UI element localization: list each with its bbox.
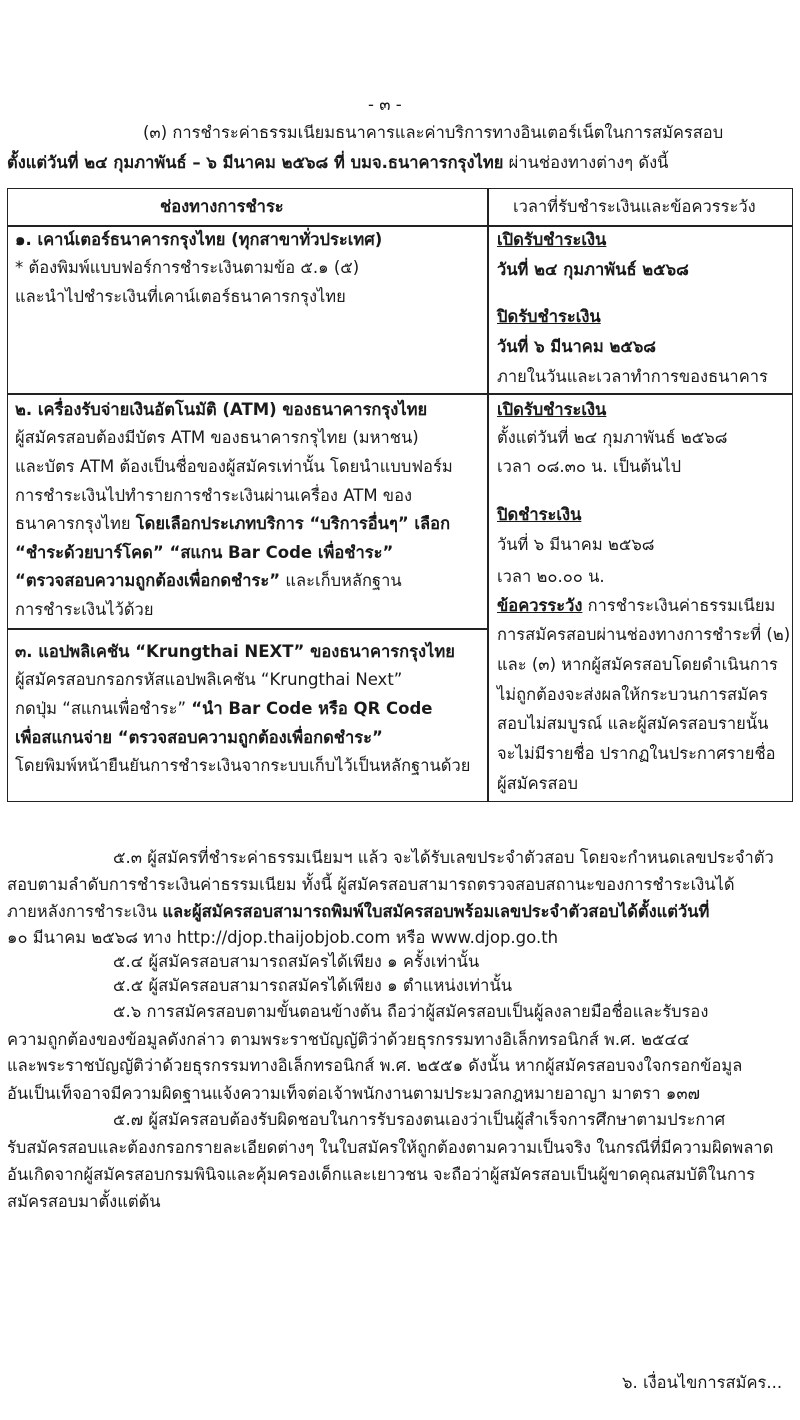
text-segment: ๑. เคาน์เตอร์ธนาคารกรุงไทย (ทุกสาขาทั่วประเทศ) xyxy=(15,230,383,249)
row1-right-line xyxy=(497,259,689,281)
row3-left-line xyxy=(15,755,470,777)
body-paragraph-line xyxy=(7,1137,773,1159)
row23-right-line xyxy=(497,743,776,765)
row1-right-line xyxy=(497,366,768,388)
row23-right-line xyxy=(497,427,727,449)
row23-right-line xyxy=(497,713,768,735)
table-divider xyxy=(7,628,487,630)
text-segment: อันเป็นเท็จอาจมีความผิดฐานแจ้งความเท็จต่อเจ้าพนักงานตามประมวลกฎหมายอาญา มาตรา ๑๓๗ xyxy=(7,1084,701,1103)
text-segment: และผู้สมัครสอบสามารถพิมพ์ใบสมัครสอบพร้อมเลขประจำตัวสอบได้ตั้งแต่วันที่ xyxy=(162,902,710,921)
text-segment: และเก็บหลักฐาน xyxy=(280,571,402,590)
text-segment: ไม่ถูกต้องจะส่งผลให้กระบวนการสมัคร xyxy=(497,685,768,704)
row23-right-line xyxy=(497,399,606,421)
row23-right-line xyxy=(497,534,655,556)
text-segment: ๕.๕ ผู้สมัครสอบสามารถสมัครได้เพียง ๑ ตำแหน่งเท่านั้น xyxy=(113,976,512,995)
body-paragraph-line xyxy=(7,1055,742,1077)
row1-right-line xyxy=(497,336,656,358)
body-paragraph-line xyxy=(7,1029,689,1051)
body-paragraph-line xyxy=(113,951,479,973)
row2-left-line xyxy=(15,542,393,564)
row23-right-line xyxy=(497,684,768,706)
body-paragraph-line xyxy=(113,1109,725,1131)
row23-right-line xyxy=(497,654,778,676)
text-segment: การชำระเงินไปทำรายการชำระเงินผ่านเครื่อง ATM ของ xyxy=(15,486,413,505)
text-segment: เปิดรับชำระเงิน xyxy=(497,400,607,419)
row2-left-line xyxy=(15,599,154,621)
table-header-channel: ช่องทางการชำระ xyxy=(160,197,284,216)
text-segment: “ตรวจสอบความถูกต้องเพื่อกดชำระ” xyxy=(15,571,281,590)
text-segment: ข้อควรระวัง xyxy=(497,596,583,615)
text-segment: และบัตร ATM ต้องเป็นชื่อของผู้สมัครเท่านั้น โดยนำแบบฟอร์ม xyxy=(15,457,453,476)
row3-left-line xyxy=(15,641,455,663)
text-segment: ๑๐ มีนาคม ๒๕๖๘ ทาง http://djop.thaijobjob.com หรือ www.djop.go.th xyxy=(7,928,559,947)
text-segment: วันที่ ๖ มีนาคม ๒๕๖๘ xyxy=(497,535,655,554)
body-paragraph-line xyxy=(7,1191,161,1213)
text-segment: ๒. เครื่องรับจ่ายเงินอัตโนมัติ (ATM) ของธนาคารกรุงไทย xyxy=(15,400,428,419)
table-header-time: เวลาที่รับชำระเงินและข้อควรระวัง xyxy=(513,197,756,216)
row3-left-line xyxy=(15,669,402,691)
table-divider xyxy=(487,188,489,802)
row2-left-line xyxy=(15,570,402,592)
text-segment: โดยเลือกประเภทบริการ “บริการอื่นๆ” เลือก xyxy=(135,514,451,533)
body-paragraph-line xyxy=(113,1001,708,1023)
row2-left-line xyxy=(15,427,419,449)
text-segment: สอบตามลำดับการชำระเงินค่าธรรมเนียม ทั้งนี้ ผู้สมัครสอบสามารถตรวจสอบสถานะของการชำระเงินได้ xyxy=(7,875,735,894)
text-segment: ตั้งแต่วันที่ ๒๔ กุมภาพันธ์ – ๖ มีนาคม ๒๕๖๘ ที่ บมจ.ธนาคารกรุงไทย xyxy=(7,153,504,172)
text-segment: ตั้งแต่วันที่ ๒๔ กุมภาพันธ์ ๒๕๖๘ xyxy=(497,428,728,447)
row2-left-line xyxy=(15,485,412,507)
text-segment: * ต้องพิมพ์แบบฟอร์การชำระเงินตามข้อ ๕.๑ (๕) xyxy=(15,258,360,277)
text-segment: ภายในวันและเวลาทำการของธนาคาร xyxy=(497,367,768,386)
text-segment: “นำ Bar Code หรือ QR Code xyxy=(191,699,433,718)
text-segment: วันที่ ๒๔ กุมภาพันธ์ ๒๕๖๘ xyxy=(497,260,689,279)
text-segment: สมัครสอบมาตั้งแต่ต้น xyxy=(7,1192,161,1211)
text-segment: การชำระเงินไว้ด้วย xyxy=(15,600,154,619)
text-segment: ผู้สมัครสอบต้องมีบัตร ATM ของธนาคารกรุไทย (มหาชน) xyxy=(15,428,419,447)
body-paragraph-line xyxy=(7,927,558,949)
text-segment: อันเกิดจากผู้สมัครสอบกรมพินิจและคุ้มครองเด็กและเยาวชน จะถือว่าผู้สมัครสอบเป็นผู้ขาดคุณสมบัติในการ xyxy=(7,1165,756,1184)
text-segment: กดปุ่ม “สแกนเพื่อชำระ” xyxy=(15,699,192,718)
row23-right-line xyxy=(497,456,681,478)
row1-left-line xyxy=(15,257,359,279)
table-divider xyxy=(7,225,793,227)
text-segment: รับสมัครสอบและต้องกรอกรายละเอียดต่างๆ ในใบสมัครให้ถูกต้องตามความเป็นจริง ในกรณีที่มีความผิดพลาด xyxy=(7,1138,774,1157)
continuation-text: ๖. เงื่อนไขการสมัคร... xyxy=(622,1373,783,1392)
text-segment: วันที่ ๖ มีนาคม ๒๕๖๘ xyxy=(497,337,657,356)
text-segment: ๕.๓ ผู้สมัครที่ชำระค่าธรรมเนียมฯ แล้ว จะได้รับเลขประจำตัวสอบ โดยจะกำหนดเลขประจำตัว xyxy=(113,848,774,867)
row1-left-line xyxy=(15,286,346,308)
body-paragraph-line xyxy=(7,901,709,923)
text-segment: เวลา ๒๐.๐๐ น. xyxy=(497,567,605,586)
text-segment: เพื่อสแกนจ่าย “ตรวจสอบความถูกต้องเพื่อกดชำระ” xyxy=(15,728,383,747)
text-segment: ผู้สมัครสอบกรอกรหัสแอปพลิเคชัน “Krungthai Next” xyxy=(15,670,403,689)
text-segment: และ (๓) หากผู้สมัครสอบโดยดำเนินการ xyxy=(497,655,778,674)
text-segment: ๓. แอปพลิเคชัน “Krungthai NEXT” ของธนาคารกรุงไทย xyxy=(15,642,455,661)
text-segment: และนำไปชำระเงินที่เคาน์เตอร์ธนาคารกรุงไทย xyxy=(15,287,346,306)
body-paragraph-line xyxy=(113,847,774,869)
text-segment: ผ่านช่องทางต่างๆ ดังนี้ xyxy=(503,153,669,172)
text-segment: ปิดรับชำระเงิน xyxy=(497,307,601,326)
text-segment: ความถูกต้องของข้อมูลดังกล่าว ตามพระราชบัญญัติว่าด้วยธุรกรรมทางอิเล็กทรอนิกส์ พ.ศ. ๒๕๔๔ xyxy=(7,1030,690,1049)
page-number: - ๓ - xyxy=(368,95,402,114)
row1-left-line xyxy=(15,229,382,251)
text-segment: ๕.๖ การสมัครสอบตามขั้นตอนข้างต้น ถือว่าผู้สมัครสอบเป็นผู้ลงลายมือชื่อและรับรอง xyxy=(113,1002,709,1021)
text-segment: เปิดรับชำระเงิน xyxy=(497,230,607,249)
row3-left-line xyxy=(15,727,383,749)
text-segment: (๓) การชำระค่าธรรมเนียมธนาคารและค่าบริการทางอินเตอร์เน็ตในการสมัครสอบ xyxy=(143,123,724,142)
row2-left-line xyxy=(15,513,450,535)
row2-left-line xyxy=(15,399,427,421)
text-segment: ผู้สมัครสอบ xyxy=(497,774,578,793)
text-segment: ๕.๗ ผู้สมัครสอบต้องรับผิดชอบในการรับรองตนเองว่าเป็นผู้สำเร็จการศึกษาตามประกาศ xyxy=(113,1110,726,1129)
text-segment: โดยพิมพ์หน้ายืนยันการชำระเงินจากระบบเก็บไว้เป็นหลักฐานด้วย xyxy=(15,756,471,775)
text-segment: ๕.๔ ผู้สมัครสอบสามารถสมัครได้เพียง ๑ ครั้งเท่านั้น xyxy=(113,952,480,971)
body-paragraph-line xyxy=(7,874,735,896)
text-segment: การชำระเงินค่าธรรมเนียม xyxy=(582,596,776,615)
row23-right-line xyxy=(497,773,578,795)
text-segment: การสมัครสอบผ่านช่องทางการชำระที่ (๒) xyxy=(497,625,791,644)
row1-right-line xyxy=(497,306,601,328)
intro-line xyxy=(7,152,668,174)
row23-right-line xyxy=(497,624,790,646)
body-paragraph-line xyxy=(113,975,512,997)
body-paragraph-line xyxy=(7,1164,755,1186)
text-segment: ธนาคารกรุงไทย xyxy=(15,514,136,533)
row23-right-line xyxy=(497,566,605,588)
body-paragraph-line xyxy=(7,1083,700,1105)
text-segment: เวลา ๐๘.๓๐ น. เป็นต้นไป xyxy=(497,457,682,476)
text-segment: ภายหลังการชำระเงิน xyxy=(7,902,163,921)
text-segment: สอบไม่สมบูรณ์ และผู้สมัครสอบรายนั้น xyxy=(497,714,769,733)
text-segment: จะไม่มีรายชื่อ ปรากฏในประกาศรายชื่อ xyxy=(497,744,776,763)
row1-right-line xyxy=(497,229,606,251)
row3-left-line xyxy=(15,698,432,720)
intro-line xyxy=(143,122,723,144)
row23-right-line xyxy=(497,504,581,526)
row2-left-line xyxy=(15,456,453,478)
table-divider xyxy=(7,393,793,395)
row23-right-line xyxy=(497,595,775,617)
text-segment: และพระราชบัญญัติว่าด้วยธุรกรรมทางอิเล็กทรอนิกส์ พ.ศ. ๒๕๕๑ ดังนั้น หากผู้สมัครสอบจงใจกรอกข้อมูล xyxy=(7,1056,743,1075)
text-segment: “ชำระด้วยบาร์โคด” “สแกน Bar Code เพื่อชำระ” xyxy=(15,543,394,562)
text-segment: ปิดชำระเงิน xyxy=(497,505,582,524)
